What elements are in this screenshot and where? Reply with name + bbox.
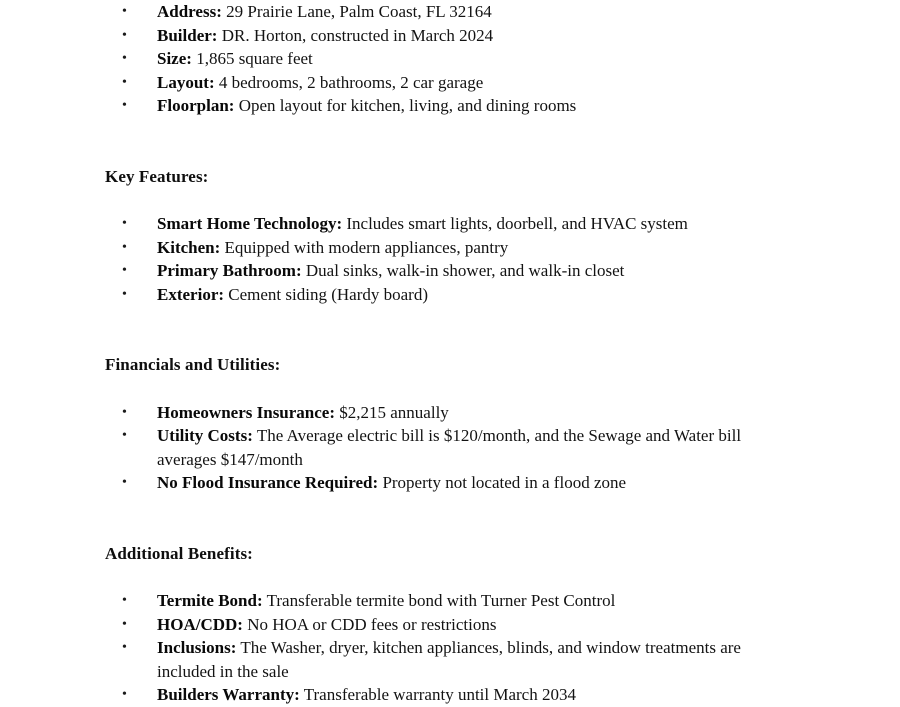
bullet-list-property-overview bbox=[0, 0, 900, 118]
list-item bbox=[0, 259, 900, 283]
section-spacer bbox=[0, 519, 900, 542]
bullet-icon: • bbox=[122, 27, 127, 43]
list-item bbox=[0, 0, 900, 24]
item-value: Transferable termite bond with Turner Pest Control bbox=[266, 591, 616, 610]
item-value: Dual sinks, walk-in shower, and walk-in closet bbox=[305, 261, 625, 280]
bullet-icon: • bbox=[122, 4, 127, 19]
item-value: Cement siding (Hardy board) bbox=[228, 284, 428, 304]
list-item bbox=[0, 94, 900, 118]
bullet-icon: • bbox=[122, 216, 127, 231]
item-label: Floorplan: bbox=[157, 96, 235, 115]
item-value: Includes smart lights, doorbell, and HVAC system bbox=[346, 214, 688, 233]
item-value: The Average electric bill is $120/month, and the Sewage and Water bill averages $147/month bbox=[157, 426, 742, 469]
item-value: 4 bedrooms, 2 bathrooms, 2 car garage bbox=[218, 72, 484, 92]
item-value: 29 Prairie Lane, Palm Coast, FL 32164 bbox=[226, 2, 492, 21]
item-label: Smart Home Technology: bbox=[157, 214, 343, 233]
bullet-icon: • bbox=[122, 239, 127, 255]
item-value: DR. Horton, constructed in March 2024 bbox=[221, 25, 494, 45]
item-label: Kitchen: bbox=[157, 237, 221, 257]
section-spacer bbox=[0, 306, 900, 330]
item-label: Inclusions: bbox=[157, 638, 237, 657]
list-item bbox=[0, 47, 900, 71]
item-value: Equipped with modern appliances, pantry bbox=[224, 237, 509, 257]
item-value: Transferable warranty until March 2034 bbox=[303, 685, 576, 704]
list-item bbox=[0, 24, 900, 48]
list-item bbox=[0, 636, 900, 683]
list-item bbox=[0, 236, 900, 260]
item-label: Termite Bond: bbox=[157, 591, 263, 610]
item-value: Property not located in a flood zone bbox=[382, 473, 627, 492]
bullet-list-key-features bbox=[0, 212, 900, 306]
bullet-icon: • bbox=[122, 640, 127, 655]
bullet-icon: • bbox=[122, 98, 127, 113]
section-heading-additional-benefits: Additional Benefits: bbox=[105, 543, 253, 563]
bullet-icon: • bbox=[122, 74, 127, 90]
bullet-icon: • bbox=[122, 51, 127, 66]
item-label: Exterior: bbox=[157, 284, 225, 304]
item-value: No HOA or CDD fees or restrictions bbox=[247, 614, 497, 634]
item-label: HOA/CDD: bbox=[157, 614, 243, 634]
list-item bbox=[0, 471, 900, 495]
item-label: Layout: bbox=[157, 72, 215, 92]
section-spacer bbox=[0, 118, 900, 142]
item-label: No Flood Insurance Required: bbox=[157, 473, 379, 492]
item-label: Builders Warranty: bbox=[157, 685, 300, 704]
list-item bbox=[0, 613, 900, 637]
section-spacer bbox=[0, 330, 900, 353]
list-item bbox=[0, 424, 900, 471]
bullet-icon: • bbox=[122, 428, 127, 443]
item-label: Primary Bathroom: bbox=[157, 261, 302, 280]
list-item bbox=[0, 283, 900, 307]
section-spacer bbox=[0, 142, 900, 165]
section-heading-financials-and-utilities: Financials and Utilities: bbox=[105, 355, 281, 374]
heading-spacer bbox=[0, 188, 900, 212]
item-label: Address: bbox=[157, 2, 222, 21]
item-label: Homeowners Insurance: bbox=[157, 402, 336, 422]
list-item bbox=[0, 401, 900, 425]
item-value: Open layout for kitchen, living, and dining rooms bbox=[238, 96, 577, 115]
bullet-icon: • bbox=[122, 616, 127, 632]
item-value: $2,215 annually bbox=[339, 402, 449, 422]
item-value: The Washer, dryer, kitchen appliances, blinds, and window treatments are included in the sale bbox=[157, 638, 741, 681]
section-spacer bbox=[0, 495, 900, 519]
heading-spacer bbox=[0, 377, 900, 401]
list-item bbox=[0, 683, 900, 707]
list-item bbox=[0, 71, 900, 95]
item-label: Builder: bbox=[157, 25, 218, 45]
bullet-icon: • bbox=[122, 687, 127, 702]
list-item bbox=[0, 212, 900, 236]
bullet-icon: • bbox=[122, 404, 127, 420]
heading-spacer bbox=[0, 565, 900, 589]
bullet-icon: • bbox=[122, 263, 127, 278]
bullet-icon: • bbox=[122, 593, 127, 608]
list-item bbox=[0, 589, 900, 613]
section-heading-key-features: Key Features: bbox=[105, 166, 209, 186]
bullet-icon: • bbox=[122, 475, 127, 490]
bullet-list-financials-and-utilities bbox=[0, 401, 900, 495]
item-label: Size: bbox=[157, 49, 192, 68]
bullet-list-additional-benefits bbox=[0, 589, 900, 707]
item-label: Utility Costs: bbox=[157, 426, 253, 445]
bullet-icon: • bbox=[122, 286, 127, 302]
item-value: 1,865 square feet bbox=[196, 49, 313, 68]
